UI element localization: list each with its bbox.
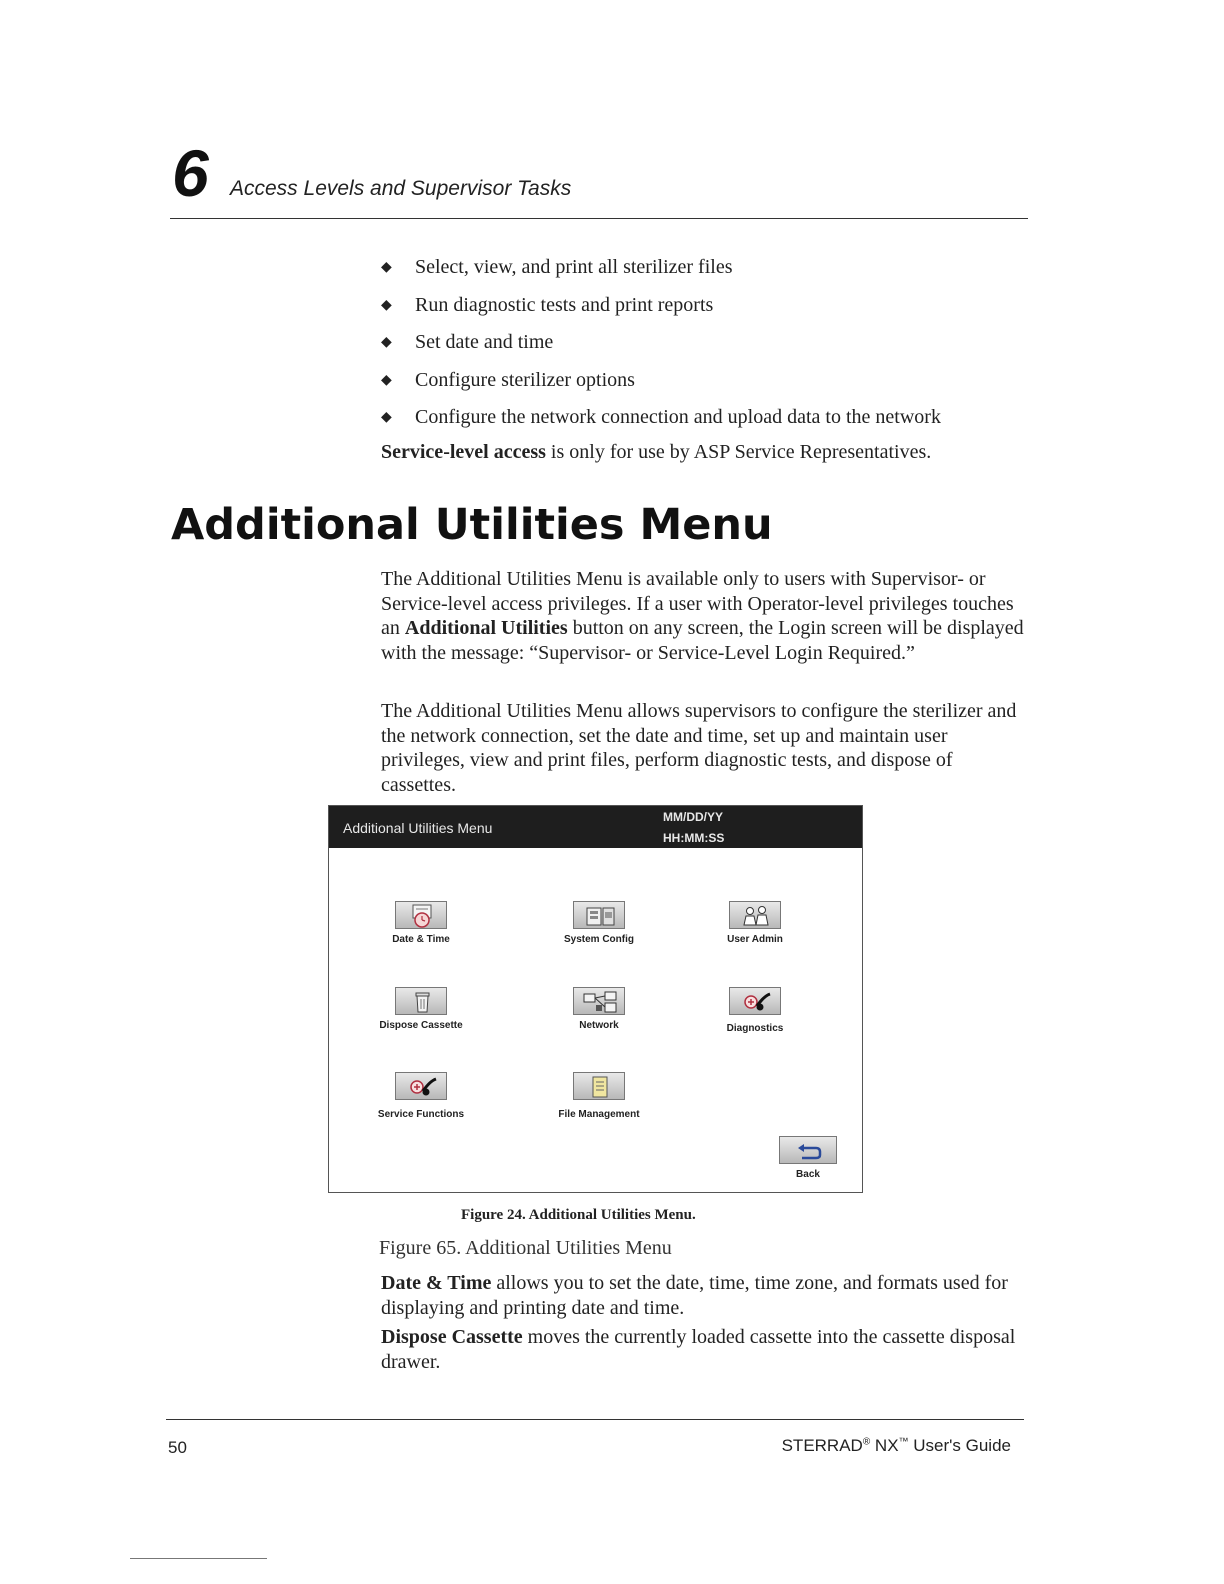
service-functions-label: Service Functions xyxy=(377,1109,465,1120)
description-paragraph: The Additional Utilities Menu allows supervisors to configure the sterilizer and the network connection, set the date and time, set up and maintain user privileges, view and print files, perform diagnostic tests, and dispose of cassettes. xyxy=(381,700,1017,796)
list-item-text: Select, view, and print all sterilizer files xyxy=(415,256,733,278)
service-functions-button[interactable] xyxy=(346,1072,496,1120)
back-button[interactable] xyxy=(733,1136,883,1180)
dispose-cassette-description xyxy=(381,1325,1031,1374)
utilities-screen xyxy=(328,805,863,1193)
chapter-title: Access Levels and Supervisor Tasks xyxy=(230,177,572,200)
footer-rule xyxy=(166,1419,1024,1420)
diamond-bullet-icon: ◆ xyxy=(381,410,392,425)
chapter-number: 6 xyxy=(172,136,209,210)
user-admin-button[interactable] xyxy=(680,901,830,945)
scan-mark-line xyxy=(130,1558,267,1559)
diamond-bullet-icon: ◆ xyxy=(381,297,392,313)
list-item-text: Configure the network connection and upload data to the network xyxy=(415,406,941,428)
system-config-icon xyxy=(573,901,625,929)
page-number: 50 xyxy=(168,1438,187,1457)
section-heading: Additional Utilities Menu xyxy=(171,500,773,550)
trademark-mark: ™ xyxy=(898,1436,909,1448)
service-note-bold: Service-level access xyxy=(381,441,546,463)
screen-titlebar xyxy=(329,806,862,848)
list-item xyxy=(381,256,941,294)
registered-mark: ® xyxy=(862,1436,871,1448)
date-time-term: Date & Time xyxy=(381,1272,492,1294)
user-admin-icon xyxy=(729,901,781,929)
file-folder-icon xyxy=(573,1072,625,1100)
intro-text-1: The Additional Utilities Menu is available only to users with Supervisor- or Service-level access privileges. If a user with Operator-level privileges touches an xyxy=(381,568,1014,639)
list-item xyxy=(381,406,941,444)
service-icon xyxy=(395,1072,447,1100)
footer-model: NX xyxy=(870,1436,899,1455)
list-item xyxy=(381,369,941,407)
diagnostics-button[interactable] xyxy=(680,987,830,1034)
file-management-button[interactable] xyxy=(524,1072,674,1120)
header-rule xyxy=(170,218,1028,219)
list-item xyxy=(381,294,941,332)
date-time-text: allows you to set the date, time, time zone, and formats used for displaying and printing date and time. xyxy=(381,1272,1008,1319)
diamond-bullet-icon: ◆ xyxy=(381,335,392,350)
privilege-list xyxy=(381,256,941,444)
screen-date: MM/DD/YY xyxy=(663,810,723,824)
dispose-cassette-text: moves the currently loaded cassette into the cassette disposal drawer. xyxy=(381,1326,1016,1373)
screen-title: Additional Utilities Menu xyxy=(343,820,493,836)
list-item-text: Run diagnostic tests and print reports xyxy=(415,293,714,316)
dispose-cassette-term: Dispose Cassette xyxy=(381,1326,523,1348)
diamond-bullet-icon: ◆ xyxy=(381,260,392,275)
diagnostics-label: Diagnostics xyxy=(726,1023,784,1034)
intro-paragraph xyxy=(381,567,1031,665)
file-management-label: File Management xyxy=(558,1109,640,1120)
back-arrow-icon xyxy=(779,1136,837,1164)
clock-icon xyxy=(395,901,447,929)
footer-title xyxy=(782,1436,1011,1456)
user-admin-label: User Admin xyxy=(727,934,783,945)
intro-text-2: button on any screen, the Login screen will be displayed with the message: “Supervisor- or Service-Level Login Required.” xyxy=(381,617,1024,664)
dispose-cassette-label: Dispose Cassette xyxy=(379,1020,463,1031)
footer-brand: STERRAD xyxy=(781,1436,863,1455)
date-time-label: Date & Time xyxy=(392,934,450,945)
service-note-text: is only for use by ASP Service Representatives. xyxy=(545,441,932,463)
footer-suffix: User's Guide xyxy=(908,1436,1011,1455)
service-note xyxy=(381,441,931,464)
intro-bold: Additional Utilities xyxy=(404,617,568,639)
figure-caption: Figure 24. Additional Utilities Menu. xyxy=(461,1207,696,1223)
system-config-label: System Config xyxy=(563,934,634,945)
date-time-description xyxy=(381,1271,1031,1320)
screen-time: HH:MM:SS xyxy=(663,831,725,845)
system-config-button[interactable] xyxy=(524,901,674,945)
list-item-text: Configure sterilizer options xyxy=(415,368,635,391)
list-item-text: Set date and time xyxy=(415,331,554,353)
network-button[interactable] xyxy=(524,987,674,1031)
network-icon xyxy=(573,987,625,1015)
date-time-button[interactable] xyxy=(346,901,496,945)
diamond-bullet-icon: ◆ xyxy=(381,372,392,388)
back-label: Back xyxy=(796,1169,820,1180)
network-label: Network xyxy=(579,1020,619,1031)
diagnostics-icon xyxy=(729,987,781,1015)
trash-icon xyxy=(395,987,447,1015)
dispose-cassette-button[interactable] xyxy=(346,987,496,1031)
figure-reference: Figure 65. Additional Utilities Menu xyxy=(379,1237,672,1259)
list-item xyxy=(381,331,941,369)
